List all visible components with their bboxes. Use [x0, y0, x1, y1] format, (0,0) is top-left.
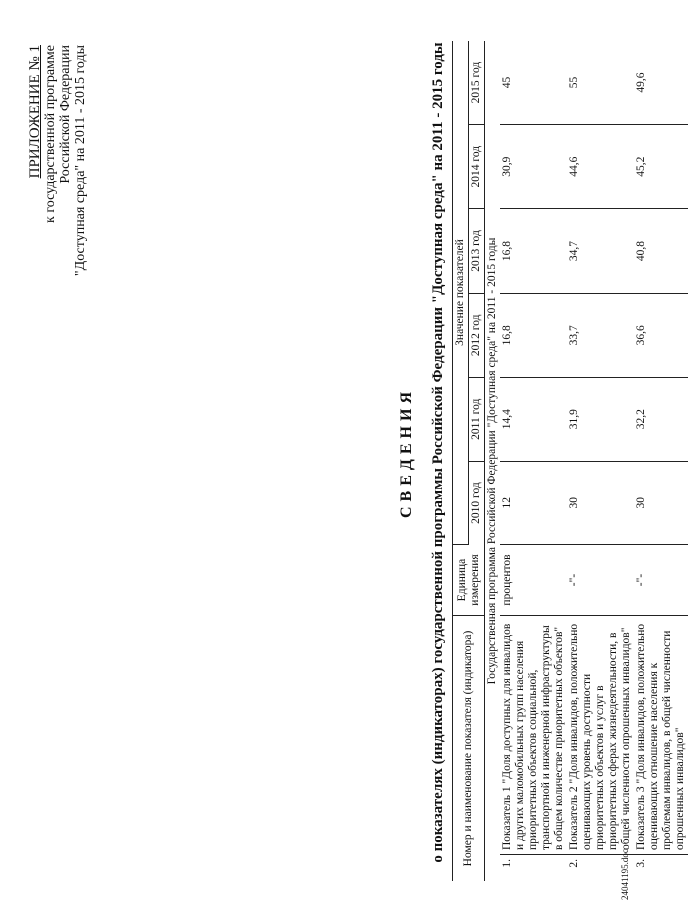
appendix-line-2: Российской Федерации: [58, 45, 73, 184]
indicator-value: 40,8: [634, 209, 688, 293]
indicator-value: 16,8: [500, 209, 567, 293]
header-year: 2014 год: [469, 125, 485, 209]
indicator-unit: -"-: [634, 545, 688, 616]
indicator-value: 36,6: [634, 293, 688, 377]
row-number: 3.: [635, 859, 647, 868]
document-file-code: 24041195.doc: [620, 849, 630, 900]
header-year: 2015 год: [469, 41, 485, 125]
indicator-name: Показатель 1 "Доля доступных для инвалидов и других маломобильных групп населения приоритетных объектов социальной, транспортной и инженерной инфраструктуры в общем количестве приоритетных объектов": [500, 616, 567, 855]
indicator-value: 12: [500, 461, 567, 544]
indicator-unit: -"-: [567, 545, 634, 616]
appendix-line-1: к государственной программе: [43, 45, 58, 223]
indicator-value: 16,8: [500, 293, 567, 377]
appendix-line-3: "Доступная среда" на 2011 - 2015 годы: [73, 45, 88, 277]
table-row: [500, 41, 567, 881]
appendix-block: [28, 45, 88, 905]
indicator-value: 30: [567, 461, 634, 544]
table-header-row: [453, 41, 469, 881]
header-year: 2012 год: [469, 293, 485, 377]
table-row: [567, 41, 634, 881]
section-row: [485, 41, 501, 881]
header-unit: Единица измерения: [453, 545, 485, 616]
document-subtitle: о показателях (индикаторах) государственной программы Российской Федерации "Доступная среда" на 2011 - 2015 годы: [430, 42, 446, 863]
indicator-value: 55: [567, 41, 634, 125]
indicator-name: Показатель 3 "Доля инвалидов, положительно оценивающих отношение населения к проблемам инвалидов, в общей численности опрошенных инвалидов": [634, 616, 688, 855]
indicator-value: 33,7: [567, 293, 634, 377]
indicator-value: 45,2: [634, 125, 688, 209]
indicator-value: 45: [500, 41, 567, 125]
header-year: 2013 год: [469, 209, 485, 293]
indicator-name: Показатель 2 "Доля инвалидов, положительно оценивающих уровень доступности приоритетных объектов и услуг в приоритетных сферах жизнедеятельности, в общей численности опрошенных инвалидов": [567, 616, 634, 855]
indicator-value: 34,7: [567, 209, 634, 293]
table-row: [634, 41, 688, 881]
header-values-group: Значение показателей: [453, 41, 469, 545]
section-title: Государственная программа Российской Федерации "Доступная среда" на 2011 - 2015 годы: [486, 237, 498, 685]
indicator-value: 32,2: [634, 377, 688, 461]
indicator-value: 44,6: [567, 125, 634, 209]
indicator-value: 49,6: [634, 41, 688, 125]
appendix-title: ПРИЛОЖЕНИЕ № 1: [27, 45, 43, 179]
indicators-table: [452, 41, 688, 881]
indicator-value: 31,9: [567, 377, 634, 461]
header-name: Номер и наименование показателя (индикатора): [453, 616, 485, 882]
row-number: 1.: [501, 859, 513, 868]
indicator-value: 30: [634, 461, 688, 544]
indicator-unit: процентов: [500, 545, 567, 616]
indicator-value: 14,4: [500, 377, 567, 461]
header-year: 2011 год: [469, 377, 485, 461]
document-title: СВЕДЕНИЯ: [398, 386, 415, 519]
row-number: 2.: [568, 859, 580, 868]
indicator-value: 30,9: [500, 125, 567, 209]
header-year: 2010 год: [469, 461, 485, 544]
